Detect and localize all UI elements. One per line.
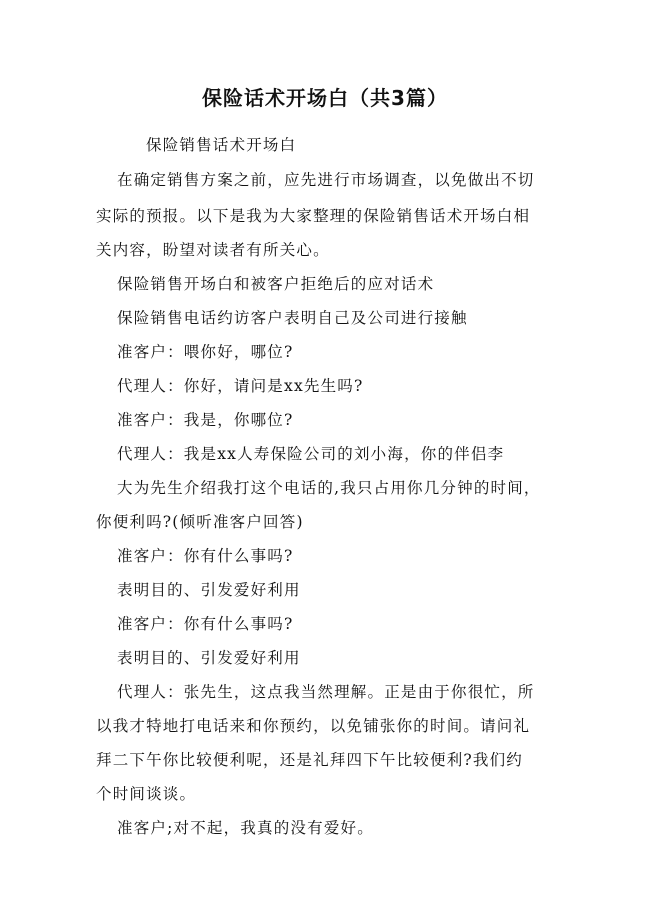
dialogue-line: 大为先生介绍我打这个电话的,我只占用你几分钟的时间， — [117, 479, 541, 497]
dialogue-line: 拜二下午你比较便利呢，还是礼拜四下午比较便利?我们约 — [96, 751, 524, 769]
dialogue-line: 以我才特地打电话来和你预约，以免铺张你的时间。请问礼 — [96, 717, 531, 735]
section-heading: 保险销售开场白和被客户拒绝后的应对话术 — [117, 275, 435, 293]
document-subtitle: 保险销售话术开场白 — [146, 136, 297, 154]
dialogue-line: 代理人：我是xx人寿保险公司的刘小海，你的伴侣李 — [117, 445, 505, 463]
dialogue-line: 准客户：你有什么事吗? — [117, 615, 294, 633]
paragraph-line: 关内容，盼望对读者有所关心。 — [96, 241, 330, 259]
dialogue-line: 准客户;对不起，我真的没有爱好。 — [117, 819, 374, 837]
dialogue-line: 个时间谈谈。 — [96, 785, 197, 803]
dialogue-line: 准客户：喂你好，哪位? — [117, 343, 294, 361]
paragraph-line: 实际的预报。以下是我为大家整理的保险销售话术开场白相 — [96, 207, 531, 225]
dialogue-line: 代理人：张先生，这点我当然理解。正是由于你很忙，所 — [117, 683, 535, 701]
section-note: 表明目的、引发爱好利用 — [117, 649, 301, 667]
dialogue-line: 你便利吗?(倾听准客户回答) — [96, 513, 304, 531]
dialogue-line: 准客户：你有什么事吗? — [117, 547, 294, 565]
paragraph-line: 在确定销售方案之前，应先进行市场调查，以免做出不切 — [117, 171, 535, 189]
dialogue-line: 准客户：我是，你哪位? — [117, 411, 294, 429]
section-heading: 保险销售电话约访客户表明自己及公司进行接触 — [117, 309, 468, 327]
page-title: 保险话术开场白（共3篇） — [202, 86, 448, 110]
dialogue-line: 代理人：你好，请问是xx先生吗? — [117, 377, 364, 395]
section-note: 表明目的、引发爱好利用 — [117, 581, 301, 599]
